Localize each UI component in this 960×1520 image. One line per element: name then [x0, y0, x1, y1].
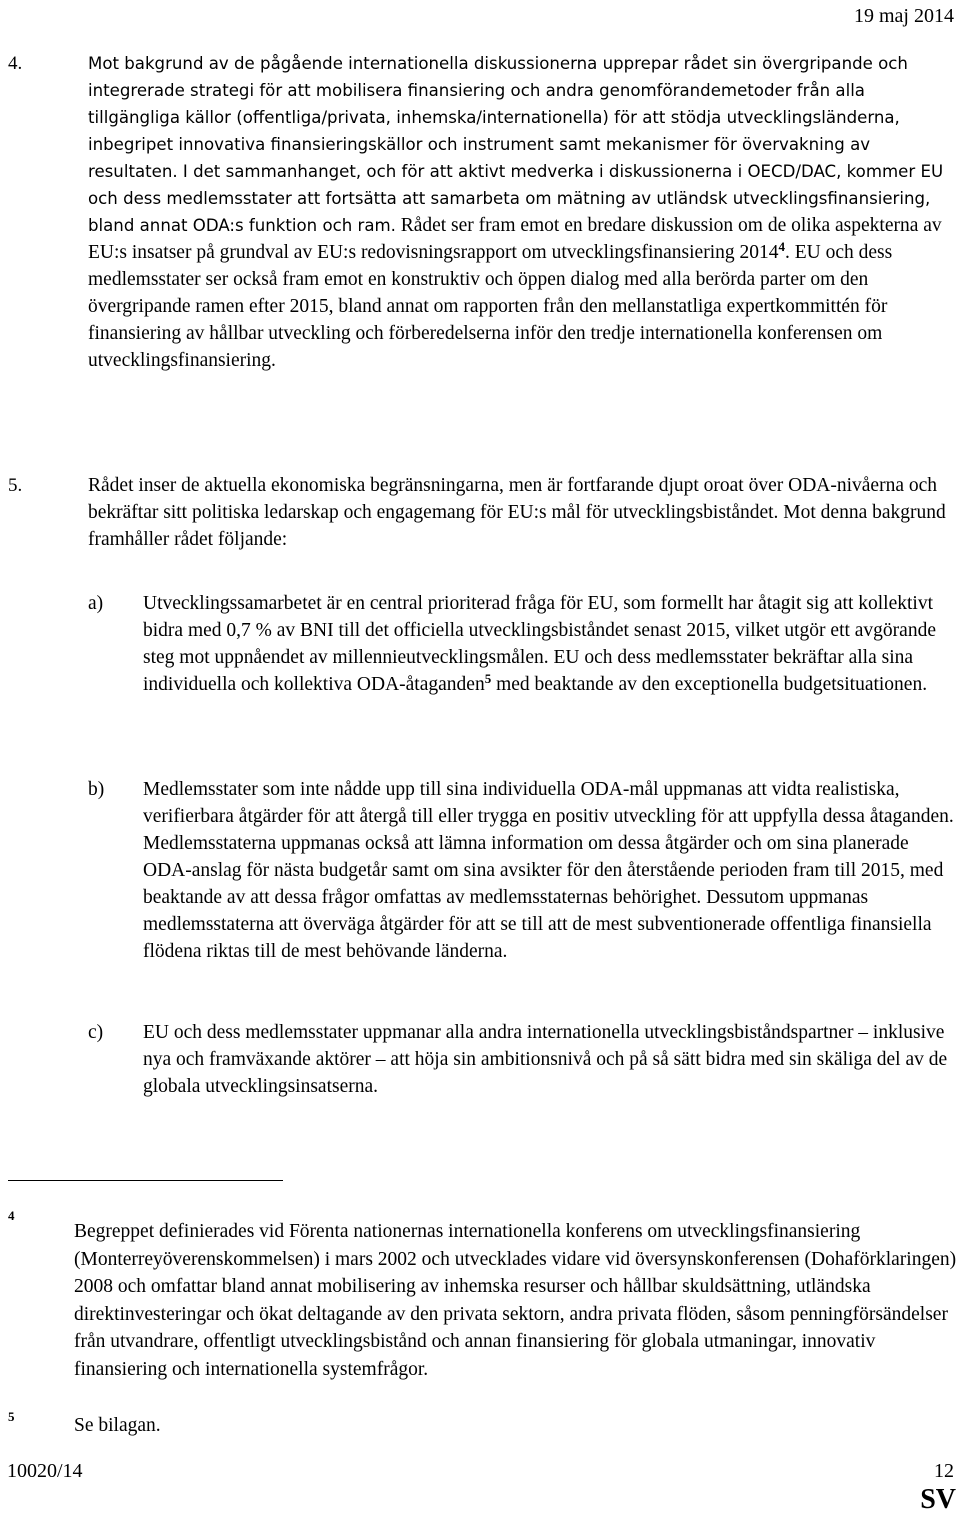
subpoint-text-after: med beaktande av den exceptionella budgetsituationen. — [491, 674, 928, 695]
footnote-mark: 5 — [8, 1409, 15, 1424]
paragraph-5 — [8, 472, 958, 553]
paragraph-4 — [8, 50, 958, 374]
document-code: 10020/14 — [7, 1460, 83, 1482]
subpoint-letter: c) — [88, 1022, 104, 1043]
paragraph-body: Rådet inser de aktuella ekonomiska begränsningarna, men är fortfarande djupt oroat över ODA-nivåerna och bekräftar sitt politiska ledarskap och engagemang för EU:s mål för utvecklingsbiståndet. Mot denna bakgrund framhåller rådet följande: — [88, 475, 946, 550]
subpoint-text: Medlemsstater som inte nådde upp till sina individuella ODA-mål uppmanas att vidta realistiska, verifierbara åtgärder för att återgå till eller trygga en positiv utveckling för att uppfylla dessa åtaganden. Medlemsstaterna uppmanas också att lämna information om dessa åtgärder och om sina planerade ODA-anslag för nästa budgetår samt om sina avsikter för den återstående perioden fram till 2015, med beaktande av att dessa frågor omfattas av medlemsstaternas behörighet. Dessutom uppmanas medlemsstaterna att överväga åtgärder för att se till att de mest subventionerade offentliga finansiella flödena riktas till de mest behövande länderna. — [143, 779, 954, 962]
footnote-4 — [8, 1208, 958, 1383]
paragraph-serif-text: Rådet ser fram emot en bredare diskussion om de olika aspekterna av EU:s insatser på grundval av EU:s redovisningsrapport om utvecklingsfinansiering 2014 — [88, 215, 942, 263]
subpoint-letter: b) — [88, 779, 105, 800]
footnote-separator — [8, 1180, 283, 1181]
page-number: 12 — [934, 1460, 954, 1482]
subpoint-a — [88, 590, 958, 698]
subpoint-c — [88, 1019, 958, 1100]
paragraph-sans-text: Mot bakgrund av de pågående internationella diskussionerna upprepar rådet sin övergripande och integrerade strategi för att mobilisera finansiering och andra genomförandemetoder från alla tillgängliga källor (offentliga/privata, inhemska/internationella) för att stödja utvecklingsländerna, inbegripet innovativa finansieringskällor och instrument samt mekanismer för övervakning av resultaten. I det sammanhanget, och för att aktivt medverka i diskussionerna i OECD/DAC, kommer EU och dess medlemsstater att fortsätta att samarbeta om mätning av utländsk utvecklingsfinansiering, bland annat ODA:s funktion och ram. — [88, 54, 944, 235]
language-code: SV — [920, 1484, 956, 1515]
footnote-ref-4[interactable]: 4 — [778, 239, 785, 254]
paragraph-body — [88, 50, 958, 374]
footnote-mark: 4 — [8, 1208, 15, 1223]
footnote-text: Se bilagan. — [74, 1415, 161, 1436]
footnote-5 — [8, 1409, 958, 1440]
footnote-text: Begreppet definierades vid Förenta nationernas internationella konferens om utvecklingsfinansiering (Monterreyöverenskommelsen) i mars 2002 och utvecklades vidare vid översynskonferensen (Dohaförklaringen) 2008 och omfattar bland annat mobilisering av inhemska resurser och hållbar skuldsättning, utländska direktinvesteringar och ökat deltagande av den privata sektorn, andra privata flöden, såsom penningförsändelser från utvandrare, offentligt utvecklingsbistånd och annan finansiering för globala utmaningar, innovativ finansiering och internationella systemfrågor. — [74, 1221, 957, 1380]
subpoint-text: EU och dess medlemsstater uppmanar alla andra internationella utvecklingsbiståndspartner – inklusive nya och framväxande aktörer – att höja sin ambitionsnivå och på så sätt bidra med sin skäliga del av de globala utvecklingsinsatserna. — [143, 1022, 948, 1097]
subpoint-b — [88, 776, 958, 965]
paragraph-number: 5. — [8, 475, 23, 496]
subpoint-letter: a) — [88, 593, 104, 614]
subpoint-text — [143, 590, 958, 698]
footnote-ref-5[interactable]: 5 — [484, 671, 492, 686]
paragraph-number: 4. — [8, 53, 23, 74]
paragraph-serif-text-after: . EU och dess medlemsstater ser också fram emot en konstruktiv och öppen dialog med alla berörda parter om den övergripande ramen efter 2015, bland annat om rapporten från den mellanstatliga expertkommittén för finansiering av hållbar utveckling och förberedelserna inför den tredje internationella konferensen om utvecklingsfinansiering. — [88, 242, 893, 371]
subpoint-text-before: Utvecklingssamarbetet är en central prioriterad fråga för EU, som formellt har åtagit sig att kollektivt bidra med 0,7 % av BNI till det officiella utvecklingsbiståndet senast 2015, vilket utgör ett avgörande steg mot uppnåendet av millennieutvecklingsmålen. EU och dess medlemsstater bekräftar alla sina individuella och kollektiva ODA-åtaganden — [143, 593, 936, 695]
header-date: 19 maj 2014 — [854, 5, 954, 27]
